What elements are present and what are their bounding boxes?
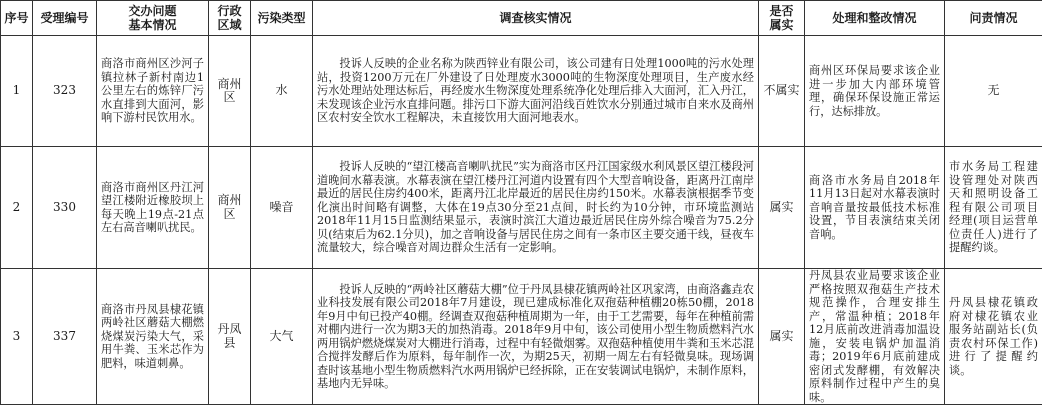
cell-no: 1	[1, 36, 33, 147]
cell-type: 大气	[251, 269, 313, 405]
cell-no: 2	[1, 147, 33, 269]
header-handling: 处理和整改情况	[805, 1, 945, 36]
cell-issue: 商洛市丹凤县棣花镇两岭社区蘑菇大棚燃烧煤炭污染大气，采用牛粪、玉米芯作为肥料，味道刺鼻。	[97, 269, 209, 405]
cell-accountability: 市水务局工程建设管理处对陕西天和照明设备工程有限公司项目经理(项目运营单位责任人)进行了提醒约谈。	[945, 147, 1042, 269]
cell-verified: 属实	[759, 147, 805, 269]
header-area	[209, 1, 251, 36]
header-verified-line1: 是否	[761, 4, 802, 18]
header-accountability: 问责情况	[945, 1, 1042, 36]
table-row	[1, 269, 1042, 405]
cell-investigation: 投诉人反映的“两岭社区蘑菇大棚”位于丹凤县棣花镇两岭社区巩家湾，由商洛鑫垚农业科技发展有限公司2018年7月建设，现已建成标准化双孢菇种植棚20栋50棚，2018年9月中旬已投产40棚。经调查双孢菇种植周期为一年，由于工艺需要，每年在种植前需对棚内进行一次为期3天的加热消毒。2018年9月中旬，该公司使用小型生物质燃料汽水两用锅炉燃烧煤炭对大棚进行消毒，过程中有轻微烟雾。双孢菇种植使用牛粪和玉米芯混合搅拌发酵后作为原料，每年制作一次，为期25天，初期一周左右有轻微臭味。现场调查时该基地小型生物质燃料汽水两用锅炉已经拆除，正在安装调试电锅炉，未制作原料，基地内无异味。	[313, 269, 759, 405]
header-area-line1: 行政	[211, 4, 248, 18]
cell-handling: 商州区环保局要求该企业进一步加大内部环境管理，确保环保设施正常运行，达标排放。	[805, 36, 945, 147]
header-issue-line2: 基本情况	[99, 18, 206, 32]
cell-no: 3	[1, 269, 33, 405]
header-id: 受理编号	[33, 1, 97, 36]
cell-handling: 商洛市水务局自2018年11月13日起对水幕表演时音响音量按最低技术标准设置，节目表演结束关闭音响。	[805, 147, 945, 269]
header-verified	[759, 1, 805, 36]
header-no: 序号	[1, 1, 33, 36]
cell-id: 323	[33, 36, 97, 147]
cell-area: 商州区	[209, 36, 251, 147]
cell-investigation: 投诉人反映的“望江楼高音喇叭扰民”实为商洛市区丹江国家级水利风景区望江楼段河道晚间水幕表演。水幕表演在望江楼丹江河道内设置有四个大型音响设备，距离丹江南岸最近的居民住房约400米，距离丹江北岸最近的居民住房约150米。水幕表演根据季节变化演出时间略有调整，大体在19点30分至21点间，时长约为10分钟，市环境监测站2018年11月15日监测结果显示，表演时滨江大道边最近居民住房外综合噪音为75.2分贝(结束后为62.1分贝)，加之音响设备与居民住房之间有一条市区主要交通干线，昼夜车流量较大，综合噪音对周边群众生活有一定影响。	[313, 147, 759, 269]
header-verified-line2: 属实	[761, 18, 802, 32]
table-row	[1, 36, 1042, 147]
cell-verified: 不属实	[759, 36, 805, 147]
header-issue	[97, 1, 209, 36]
table-row	[1, 147, 1042, 269]
cell-issue: 商洛市商州区丹江河望江楼附近橡胶坝上每天晚上19点-21点左右高音喇叭扰民。	[97, 147, 209, 269]
cell-issue: 商洛市商州区沙河子镇拉林子新村南边1公里左右的炼锌厂污水直排到大面河，影响下游村民饮用水。	[97, 36, 209, 147]
cell-area: 商州区	[209, 147, 251, 269]
header-investigation: 调查核实情况	[313, 1, 759, 36]
cell-handling: 丹凤县农业局要求该企业严格按照双孢菇生产技术规范操作，合理安排生产，常温种植；2018年12月底前改进消毒加温设施，安装电锅炉加温消毒；2019年6月底前建成密闭式发酵棚，有效解决原料制作过程中产生的臭味。	[805, 269, 945, 405]
header-area-line2: 区域	[211, 18, 248, 32]
cell-verified: 属实	[759, 269, 805, 405]
cell-investigation: 投诉人反映的企业名称为陕西锌业有限公司，该公司建有日处理1000吨的污水处理站，投资1200万元在厂外建设了日处理废水3000吨的生物深度处理项目，生产废水经污水处理站处理达标后，再经废水生物深度处理系统净化处理后排入大面河，汇入丹江，未发现该企业污水直排问题。排污口下游大面河沿线百姓饮水分别通过城市自来水及商州区农村安全饮水工程解决，未直接饮用大面河地表水。	[313, 36, 759, 147]
cell-type: 噪音	[251, 147, 313, 269]
header-type: 污染类型	[251, 1, 313, 36]
cell-accountability: 无	[945, 36, 1042, 147]
header-issue-line1: 交办问题	[99, 4, 206, 18]
header-row	[1, 1, 1042, 36]
cell-id: 330	[33, 147, 97, 269]
cell-accountability: 丹凤县棣花镇政府对棣花镇农业服务站副站长(负责农村环保工作)进行了提醒约谈。	[945, 269, 1042, 405]
cell-id: 337	[33, 269, 97, 405]
cell-type: 水	[251, 36, 313, 147]
cell-area: 丹凤县	[209, 269, 251, 405]
